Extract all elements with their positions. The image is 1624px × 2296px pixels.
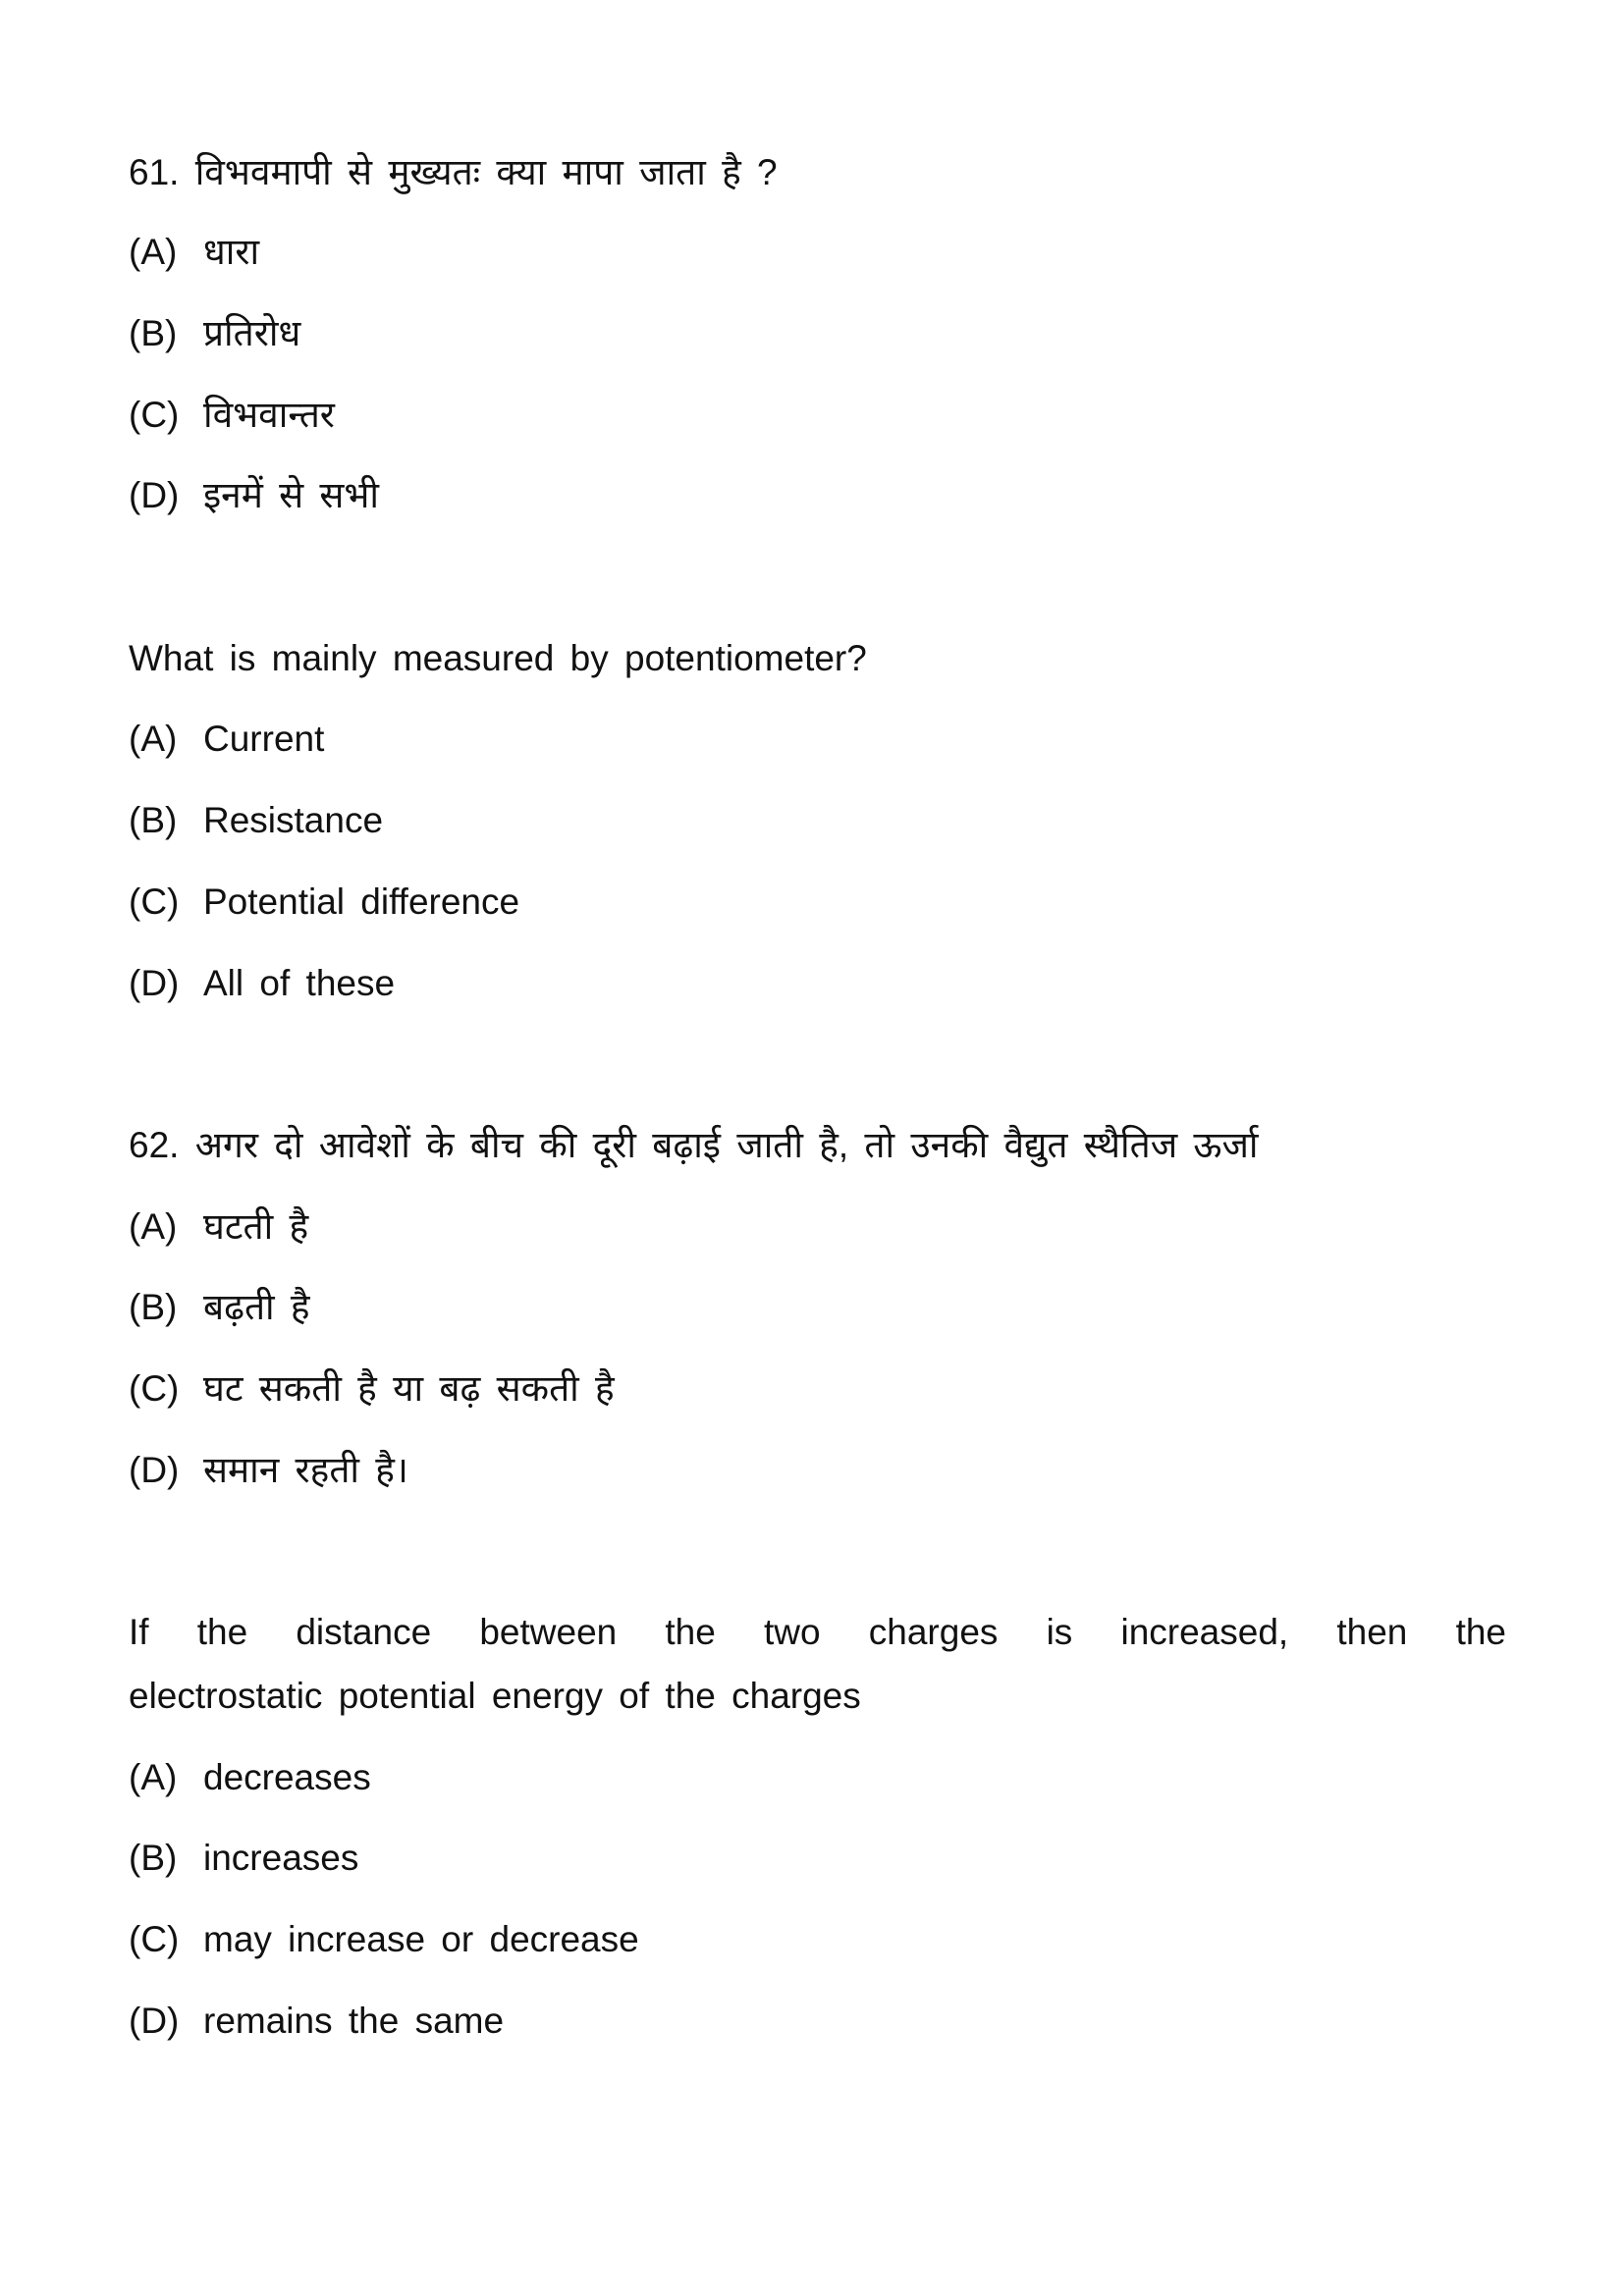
option-label: (B) — [129, 800, 178, 840]
option-label: (A) — [129, 1757, 178, 1797]
option-label: (C) — [129, 1919, 180, 1959]
option-text: घटती है — [203, 1206, 309, 1247]
q61-english-option-a — [129, 718, 324, 761]
option-label: (D) — [129, 475, 180, 515]
option-label: (A) — [129, 719, 178, 759]
option-text: remains the same — [203, 2001, 505, 2041]
question-61-english: What is mainly measured by potentiometer? — [129, 638, 867, 678]
q62-english-option-a — [129, 1756, 371, 1799]
q61-english-option-d — [129, 962, 395, 1005]
option-text: समान रहती है। — [203, 1450, 408, 1490]
option-text: इनमें से सभी — [203, 475, 380, 515]
option-label: (A) — [129, 232, 178, 272]
option-text: बढ़ती है — [203, 1287, 310, 1327]
option-label: (C) — [129, 395, 180, 435]
option-label: (B) — [129, 1287, 178, 1327]
q61-hindi-option-c — [129, 394, 335, 437]
question-62-english-line-1: If the distance between the two charges is increased, then the — [129, 1612, 1506, 1652]
option-text: Resistance — [203, 800, 384, 840]
q62-hindi-option-c — [129, 1367, 615, 1411]
option-label: (D) — [129, 963, 180, 1003]
question-62-english-line-2: electrostatic potential energy of the charges — [129, 1676, 861, 1716]
question-62-hindi: 62. अगर दो आवेशों के बीच की दूरी बढ़ाई जाती है, तो उनकी वैद्युत स्थैतिज ऊर्जा — [129, 1125, 1259, 1165]
option-label: (C) — [129, 881, 180, 922]
option-text: धारा — [203, 232, 260, 272]
option-text: decreases — [203, 1757, 371, 1797]
option-text: विभवान्तर — [203, 395, 335, 435]
option-text: All of these — [203, 963, 396, 1003]
q62-english-option-b — [129, 1837, 358, 1880]
q61-english-option-c — [129, 881, 519, 924]
q62-hindi-option-a — [129, 1205, 308, 1249]
option-label: (B) — [129, 313, 178, 353]
option-label: (B) — [129, 1838, 178, 1878]
option-label: (C) — [129, 1368, 180, 1409]
option-label: (D) — [129, 2001, 180, 2041]
option-text: Current — [203, 719, 325, 759]
q62-hindi-option-b — [129, 1286, 310, 1329]
option-text: घट सकती है या बढ़ सकती है — [203, 1368, 615, 1409]
q61-hindi-option-b — [129, 312, 300, 355]
option-text: may increase or decrease — [203, 1919, 639, 1959]
option-text: Potential difference — [203, 881, 520, 922]
option-label: (D) — [129, 1450, 180, 1490]
question-61-hindi: 61. विभवमापी से मुख्यतः क्या मापा जाता है ? — [129, 152, 778, 192]
q62-english-option-c — [129, 1918, 639, 1961]
q61-english-option-b — [129, 799, 383, 842]
q61-hindi-option-d — [129, 474, 379, 517]
q62-english-option-d — [129, 2000, 504, 2043]
option-label: (A) — [129, 1206, 178, 1247]
q62-hindi-option-d — [129, 1449, 408, 1492]
q61-hindi-option-a — [129, 231, 259, 274]
option-text: increases — [203, 1838, 359, 1878]
option-text: प्रतिरोध — [203, 313, 301, 353]
